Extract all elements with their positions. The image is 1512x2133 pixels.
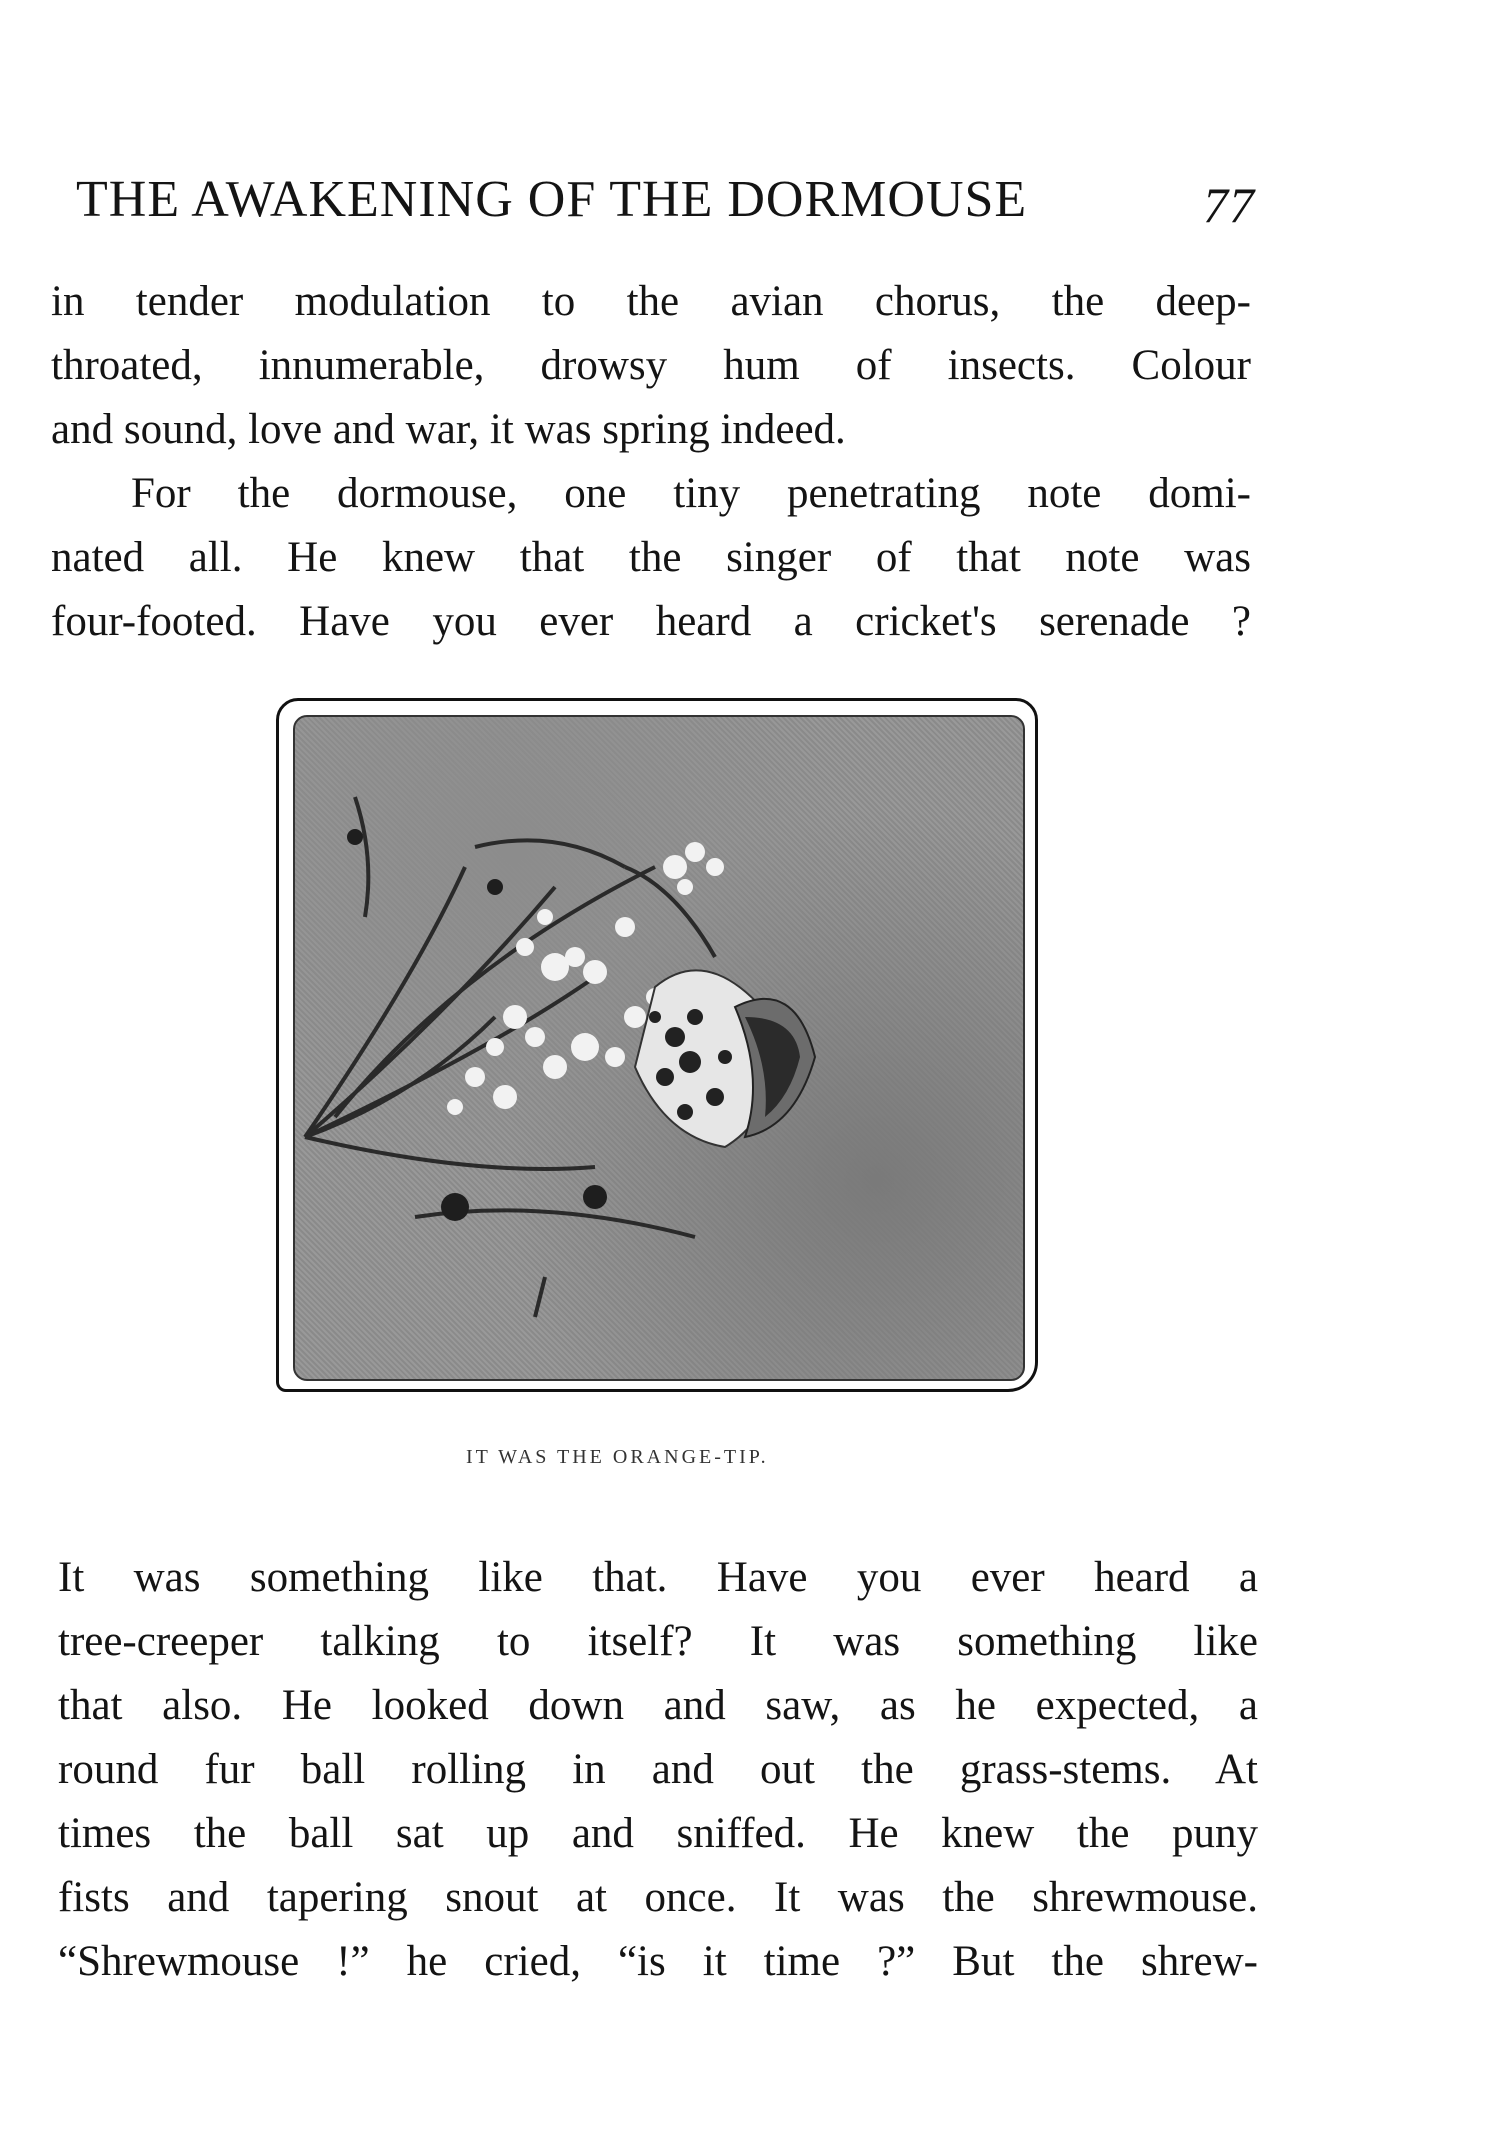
text-line: times the ball sat up and sniffed. He knew the puny — [58, 1810, 1258, 1857]
text-line: round fur ball rolling in and out the grass-stems. At — [58, 1746, 1258, 1793]
text-line: throated, innumerable, drowsy hum of insects. Colour — [51, 342, 1251, 389]
paragraph-1 — [51, 270, 1251, 462]
text-line: four-footed. Have you ever heard a cricket's serenade ? — [51, 598, 1251, 645]
seed-heads — [347, 829, 607, 1221]
paragraph-3 — [58, 1546, 1258, 1994]
photo-frame — [276, 698, 1038, 1392]
text-line: in tender modulation to the avian chorus, the deep- — [51, 278, 1251, 325]
text-line: It was something like that. Have you ever heard a — [58, 1554, 1258, 1601]
butterfly-icon — [635, 970, 815, 1147]
text-line: “Shrewmouse !” he cried, “is it time ?” But the shrew- — [58, 1938, 1258, 1985]
paragraph-2 — [51, 462, 1251, 654]
text-line: that also. He looked down and saw, as he expected, a — [58, 1682, 1258, 1729]
text-line: tree-creeper talking to itself? It was something like — [58, 1618, 1258, 1665]
text-line: and sound, love and war, it was spring indeed. — [51, 406, 846, 453]
running-header — [76, 170, 1276, 233]
page-number: 77 — [1203, 177, 1255, 233]
chapter-title: THE AWAKENING OF THE DORMOUSE — [76, 171, 1028, 228]
text-line: nated all. He knew that the singer of that note was — [51, 534, 1251, 581]
butterfly-photo — [293, 715, 1025, 1381]
text-line: For the dormouse, one tiny penetrating note domi- — [131, 470, 1251, 517]
figure-caption: IT WAS THE ORANGE-TIP. — [466, 1446, 769, 1468]
text-line: fists and tapering snout at once. It was the shrewmouse. — [58, 1874, 1258, 1921]
